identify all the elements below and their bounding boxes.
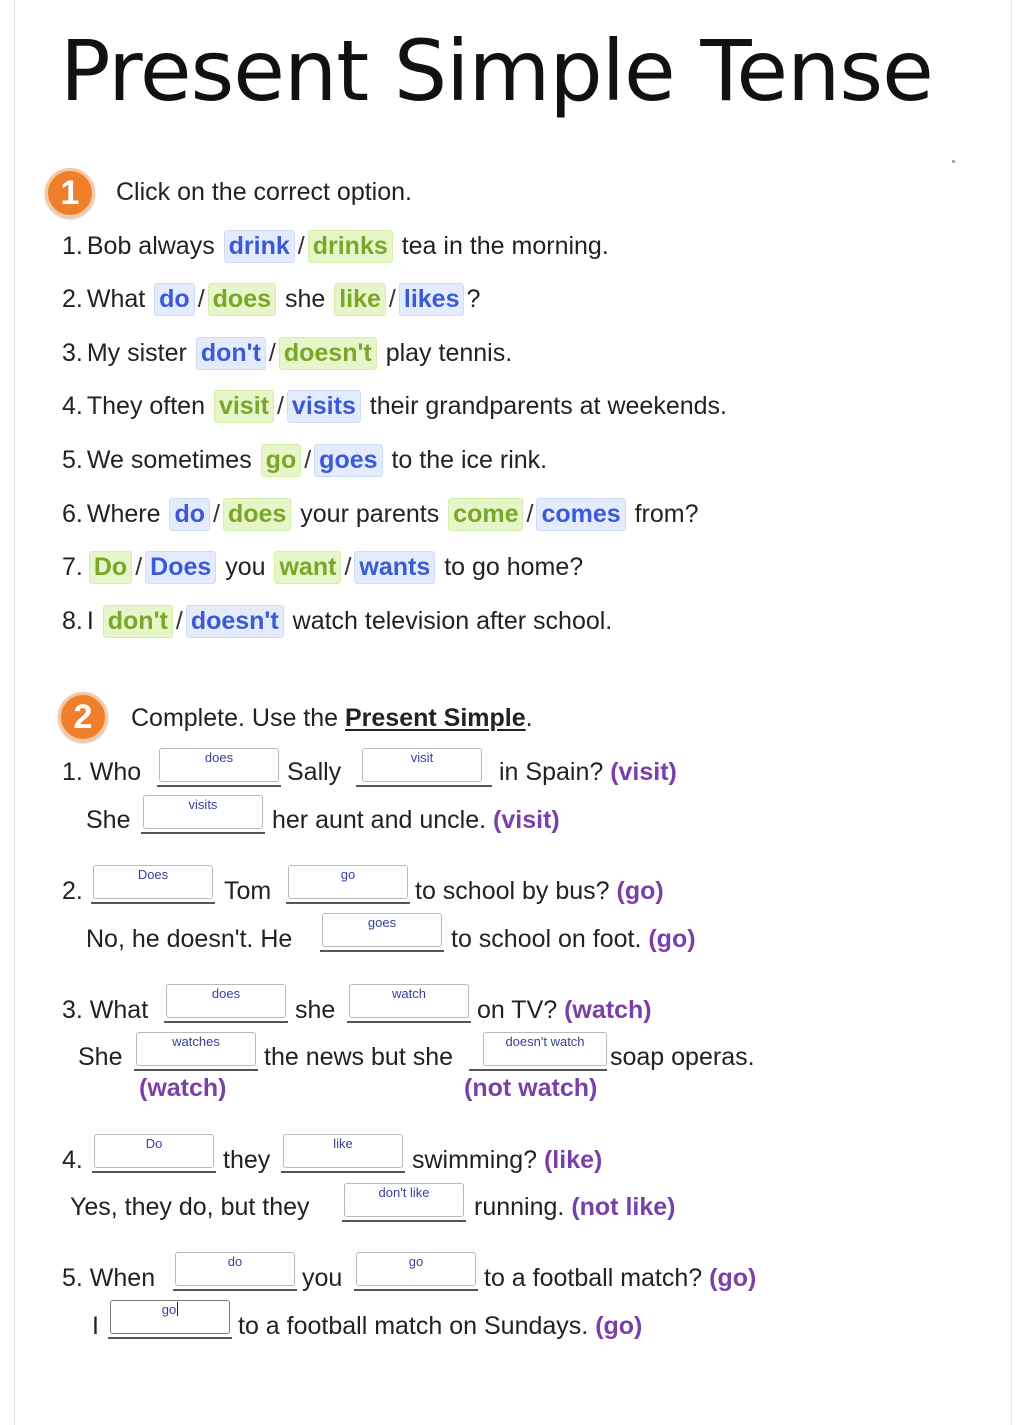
exercise-item [62, 548, 583, 588]
option-does[interactable]: does [223, 498, 291, 531]
item-number: 7. [62, 553, 83, 582]
option-separator: / [388, 285, 396, 314]
exercise-item [62, 387, 727, 427]
section-2-badge: 2 [58, 692, 108, 742]
item-number: 6. [62, 499, 83, 528]
answer-underline [92, 1171, 216, 1173]
item-number: 3. [62, 338, 83, 367]
section-1-badge: 1 [45, 168, 95, 218]
option-separator: / [304, 445, 312, 474]
page-title: Present Simple Tense [60, 22, 933, 120]
answer-underline [141, 832, 265, 834]
q3-text-a: 3. What [62, 996, 149, 1024]
item-text: to go home? [437, 553, 584, 582]
item-text: We sometimes [86, 445, 259, 474]
item-text: to the ice rink. [384, 445, 548, 474]
option-separator: / [213, 499, 220, 528]
option-separator: / [276, 392, 284, 421]
q2-text-d: No, he doesn't. He [86, 925, 293, 953]
item-text: she [278, 285, 333, 314]
q3-hint-c: (not watch) [464, 1074, 598, 1102]
answer-box[interactable]: do [175, 1252, 295, 1286]
option-visits[interactable]: visits [287, 390, 361, 423]
option-separator: / [268, 338, 276, 367]
answer-underline [157, 785, 281, 787]
answer-box[interactable]: Do [94, 1134, 214, 1168]
section-2-instruction: Complete. Use the Present Simple. [131, 704, 533, 732]
item-number: 2. [62, 285, 83, 314]
option-separator: / [344, 553, 352, 582]
answer-box[interactable]: go [288, 865, 408, 899]
option-do[interactable]: Do [89, 551, 132, 584]
q1-text-b: Sally [287, 758, 342, 786]
option-drink[interactable]: drink [224, 230, 295, 263]
item-text: your parents [293, 499, 447, 528]
q1-text-c: in Spain? (visit) [499, 758, 677, 786]
option-goes[interactable]: goes [314, 444, 382, 477]
answer-underline [347, 1021, 471, 1023]
answer-box[interactable]: like [283, 1134, 403, 1168]
option-comes[interactable]: comes [536, 498, 625, 531]
exercise-item [62, 333, 512, 373]
answer-underline [356, 785, 492, 787]
option-separator: / [175, 606, 183, 635]
answer-box[interactable]: does [166, 984, 286, 1018]
answer-box[interactable]: watches [136, 1032, 256, 1066]
q3-text-f: soap operas. [610, 1043, 755, 1071]
q1-text-a: 1. Who [62, 758, 142, 786]
option-do[interactable]: do [169, 498, 210, 531]
speck [952, 160, 955, 163]
q3-text-b: she [295, 996, 336, 1024]
q1-text-d: She [86, 806, 131, 834]
option-like[interactable]: like [334, 283, 386, 316]
item-text: watch television after school. [285, 606, 613, 635]
q5-text-a: 5. When [62, 1264, 156, 1292]
exercise-item [62, 280, 480, 320]
answer-box[interactable]: Does [93, 865, 213, 899]
exercise-item [62, 440, 547, 480]
answer-underline [320, 950, 444, 952]
answer-underline [342, 1220, 466, 1222]
item-text: They often [86, 392, 212, 421]
answer-box[interactable]: don't like [344, 1183, 464, 1217]
item-text: their grandparents at weekends. [362, 392, 727, 421]
q4-text-c: swimming? (like) [412, 1146, 603, 1174]
option-visit[interactable]: visit [214, 390, 274, 423]
option-go[interactable]: go [261, 444, 302, 477]
q3-hint-b: (watch) [139, 1074, 227, 1102]
q5-text-c: to a football match? (go) [484, 1264, 757, 1292]
answer-box[interactable]: goes [322, 913, 442, 947]
answer-box[interactable]: does [159, 748, 279, 782]
item-text: play tennis. [378, 338, 513, 367]
option-does[interactable]: Does [145, 551, 216, 584]
item-text: I [86, 606, 101, 635]
q2-text-b: Tom [224, 877, 272, 905]
item-text: My sister [86, 338, 194, 367]
option-likes[interactable]: likes [399, 283, 465, 316]
q2-text-a: 2. [62, 877, 83, 905]
q4-text-b: they [223, 1146, 271, 1174]
q4-text-e: running. (not like) [474, 1193, 676, 1221]
answer-underline [286, 902, 410, 904]
option-come[interactable]: come [448, 498, 523, 531]
option-dont[interactable]: don't [103, 605, 173, 638]
answer-underline [91, 902, 215, 904]
option-separator: / [297, 231, 305, 260]
option-want[interactable]: want [274, 551, 341, 584]
answer-underline [354, 1289, 478, 1291]
answer-box[interactable]: visits [143, 795, 263, 829]
q5-text-e: to a football match on Sundays. (go) [238, 1312, 643, 1340]
q2-text-c: to school by bus? (go) [415, 877, 664, 905]
item-number: 8. [62, 606, 83, 635]
item-number: 4. [62, 392, 83, 421]
q4-text-a: 4. [62, 1146, 83, 1174]
option-doesnt[interactable]: doesn't [279, 337, 377, 370]
option-do[interactable]: do [154, 283, 195, 316]
answer-underline [108, 1337, 232, 1339]
q5-text-b: you [302, 1264, 343, 1292]
exercise-item [62, 601, 612, 641]
option-separator: / [135, 553, 143, 582]
option-does[interactable]: does [208, 283, 276, 316]
answer-box[interactable]: watch [349, 984, 469, 1018]
item-number: 1. [62, 231, 83, 260]
q3-text-e: the news but she [264, 1043, 454, 1071]
q3-text-c: on TV? (watch) [477, 996, 652, 1024]
option-wants[interactable]: wants [354, 551, 435, 584]
answer-box[interactable]: go [356, 1252, 476, 1286]
text-cursor [177, 1302, 178, 1316]
answer-underline [164, 1021, 288, 1023]
item-text: from? [627, 499, 699, 528]
q3-text-d: She [78, 1043, 123, 1071]
item-number: 5. [62, 445, 83, 474]
option-drinks[interactable]: drinks [308, 230, 393, 263]
answer-box[interactable]: visit [362, 748, 482, 782]
item-text: you [218, 553, 273, 582]
answer-underline [281, 1171, 405, 1173]
item-text: Bob always [86, 231, 222, 260]
answer-underline [469, 1069, 607, 1071]
q2-text-e: to school on foot. (go) [451, 925, 696, 953]
answer-underline [134, 1069, 258, 1071]
q5-text-d: I [92, 1312, 99, 1340]
option-separator: / [526, 499, 534, 528]
section-1-instruction: Click on the correct option. [116, 178, 412, 206]
item-text: Where [86, 499, 168, 528]
exercise-item [62, 494, 699, 534]
item-text: ? [466, 285, 481, 314]
answer-box-active[interactable]: go [110, 1300, 230, 1334]
answer-underline [173, 1289, 297, 1291]
item-text: What [86, 285, 153, 314]
option-doesnt[interactable]: doesn't [186, 605, 284, 638]
option-dont[interactable]: don't [196, 337, 266, 370]
option-separator: / [197, 285, 205, 314]
instruction-emphasis: Present Simple [345, 704, 526, 732]
answer-box[interactable]: doesn't watch [483, 1032, 607, 1066]
q1-text-e: her aunt and uncle. (visit) [272, 806, 560, 834]
q4-text-d: Yes, they do, but they [70, 1193, 310, 1221]
exercise-item [62, 226, 609, 266]
item-text: tea in the morning. [394, 231, 609, 260]
